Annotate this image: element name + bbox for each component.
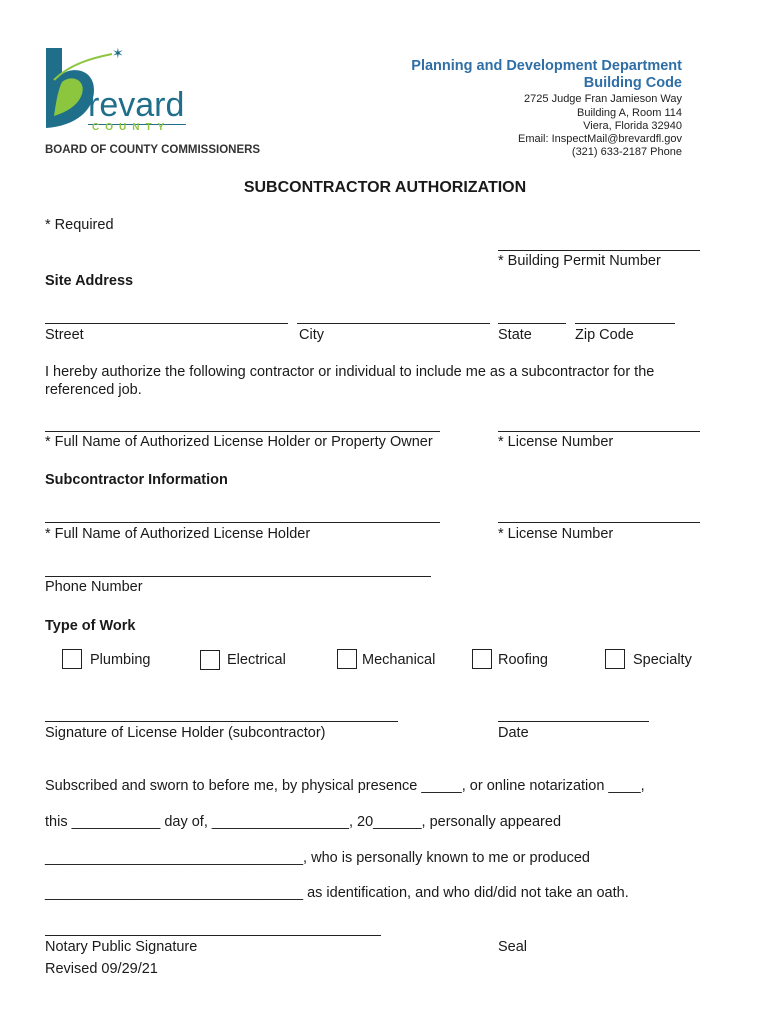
address-line-3: Viera, Florida 32940: [583, 120, 682, 132]
identification-text: ________________________________ as identification, and who did/did not take an oath.: [45, 885, 629, 901]
subcontractor-heading: Subcontractor Information: [45, 472, 228, 488]
revised-date: Revised 09/29/21: [45, 961, 158, 977]
board-label: BOARD OF COUNTY COMMISSIONERS: [45, 144, 261, 156]
sub-name-field[interactable]: [45, 522, 440, 523]
form-title: SUBCONTRACTOR AUTHORIZATION: [243, 179, 527, 196]
signature-field[interactable]: [45, 721, 398, 722]
signature-label: Signature of License Holder (subcontractor): [45, 725, 326, 741]
street-label: Street: [45, 327, 84, 343]
state-field[interactable]: [498, 323, 566, 324]
email-line: Email: InspectMail@brevardfl.gov: [517, 133, 682, 145]
date-field[interactable]: [498, 721, 649, 722]
street-field[interactable]: [45, 323, 288, 324]
roofing-label: Roofing: [498, 652, 548, 668]
phone-label: Phone Number: [45, 579, 143, 595]
sub-license-field[interactable]: [498, 522, 700, 523]
department-name: Planning and Development Department: [411, 58, 682, 74]
specialty-label: Specialty: [633, 652, 692, 668]
permit-number-label: * Building Permit Number: [498, 253, 661, 269]
site-address-heading: Site Address: [45, 273, 134, 289]
plumbing-label: Plumbing: [90, 652, 151, 668]
address-line-1: 2725 Judge Fran Jamieson Way: [524, 93, 682, 105]
plumbing-checkbox[interactable]: [62, 649, 82, 669]
date-appeared-text: this ___________ day of, _________________, 20______, personally appeared: [45, 814, 562, 830]
svg-text:✶: ✶: [112, 46, 124, 62]
owner-license-field[interactable]: [498, 431, 700, 432]
electrical-label: Electrical: [227, 652, 286, 668]
city-label: City: [299, 327, 324, 343]
notary-label: Notary Public Signature: [45, 939, 198, 955]
state-label: State: [498, 327, 532, 343]
work-type-heading: Type of Work: [45, 618, 136, 634]
logo-county: COUNTY: [92, 122, 171, 133]
division-name: Building Code: [583, 75, 682, 91]
required-note: * Required: [45, 217, 114, 233]
date-label: Date: [498, 725, 529, 741]
sub-name-label: * Full Name of Authorized License Holder: [45, 526, 311, 542]
notary-signature-field[interactable]: [45, 935, 381, 936]
owner-license-label: * License Number: [498, 434, 614, 450]
city-field[interactable]: [297, 323, 490, 324]
specialty-checkbox[interactable]: [605, 649, 625, 669]
mechanical-label: Mechanical: [362, 652, 436, 668]
address-line-2: Building A, Room 114: [577, 107, 682, 119]
sworn-text: Subscribed and sworn to before me, by physical presence _____, or online notarization ____,: [45, 778, 645, 794]
owner-name-field[interactable]: [45, 431, 440, 432]
mechanical-checkbox[interactable]: [337, 649, 357, 669]
logo-word: revard: [88, 86, 185, 124]
roofing-checkbox[interactable]: [472, 649, 492, 669]
seal-label: Seal: [498, 939, 528, 955]
permit-number-field[interactable]: [498, 250, 700, 251]
known-text: ________________________________, who is personally known to me or produced: [45, 850, 590, 866]
electrical-checkbox[interactable]: [200, 650, 220, 670]
zip-label: Zip Code: [575, 327, 634, 343]
authorize-text: I hereby authorize the following contractor or individual to include me as a subcontractor for the referenced job.: [45, 364, 655, 398]
zip-field[interactable]: [575, 323, 675, 324]
phone-field[interactable]: [45, 576, 431, 577]
phone-line: (321) 633-2187 Phone: [571, 146, 682, 158]
owner-name-label: * Full Name of Authorized License Holder or Property Owner: [45, 434, 433, 450]
sub-license-label: * License Number: [498, 526, 614, 542]
